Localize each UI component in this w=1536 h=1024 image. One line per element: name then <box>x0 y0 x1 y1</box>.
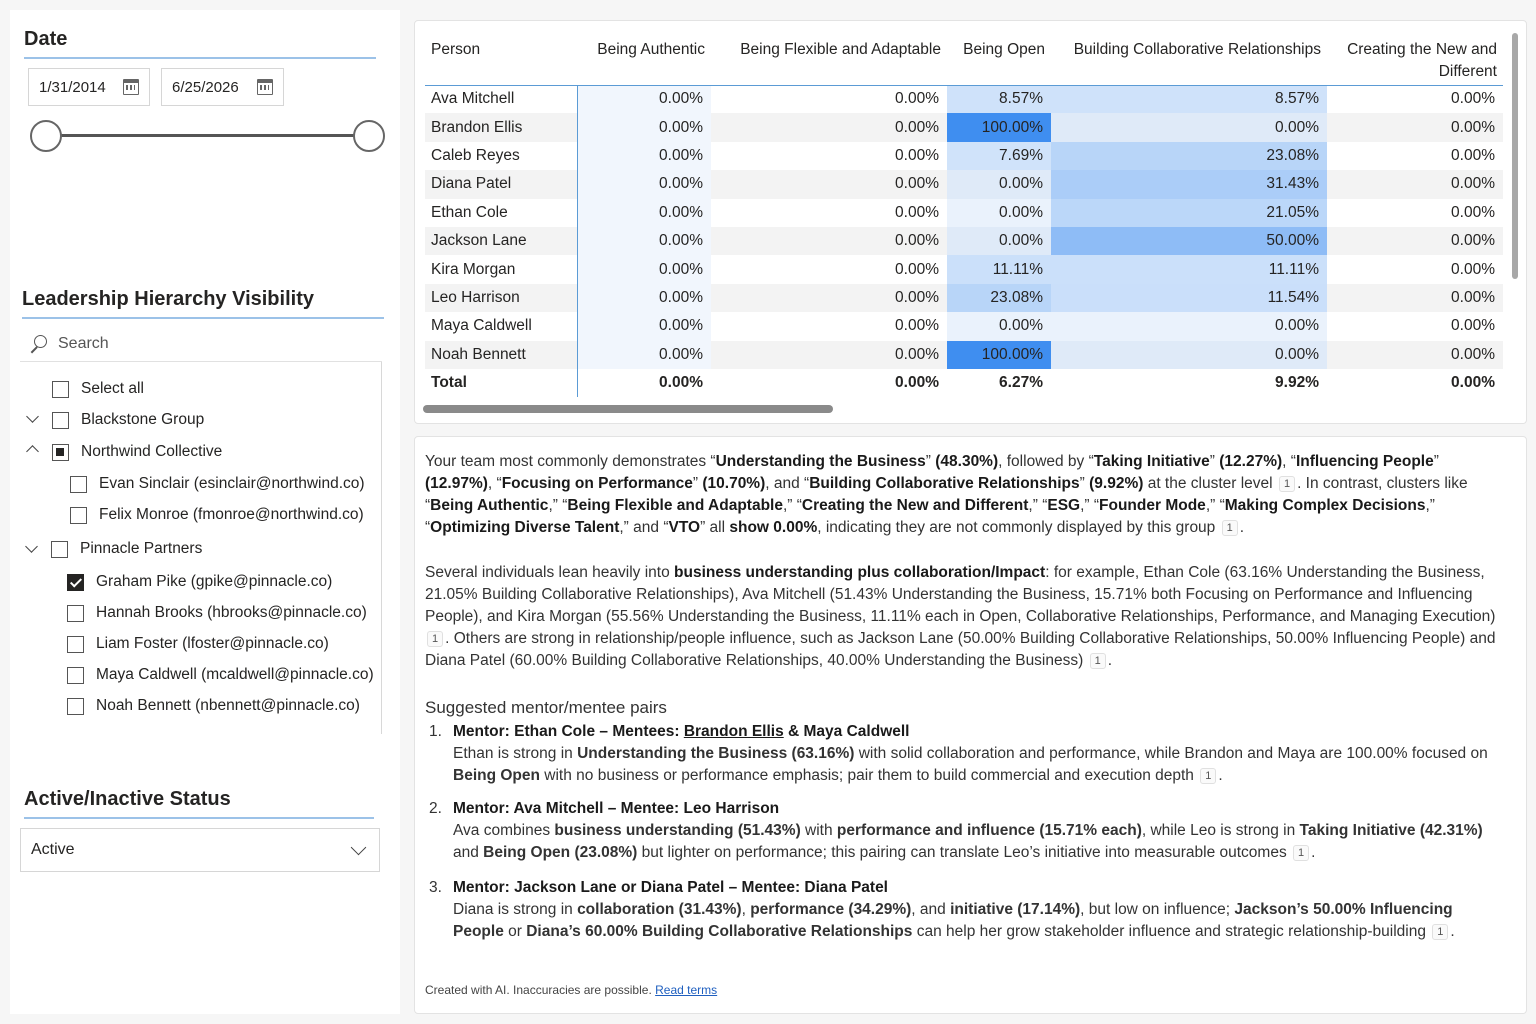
narrative-paragraph-2: Several individuals lean heavily into business understanding plus collaboration/Impact: for example, Ethan Cole (63.16% Understanding the Business, 21.05% Building Collaborative Relationships), Ava Mitchell (51.43% Understanding the Business, 15.71% both Focusing on Performance and Influencing People), and Kira Morgan (55.56% Understanding the Business, 11.11% each in Open, Collaborative Relationships, Performance, and Managing Execution) 1 . Others are strong in relationship/people influence, such as Jackson Lane (50.00% Building Collaborative Relationships, 50.00% Influencing People) and Diana Patel (60.00% Building Collaborative Relationships, 40.00% Understanding the Business) 1 . <box>425 564 1496 669</box>
row-person-name[interactable]: Ava Mitchell <box>425 85 577 113</box>
matrix-cell[interactable]: 0.00% <box>577 284 711 312</box>
checkbox[interactable] <box>67 636 84 653</box>
checkbox[interactable] <box>67 667 84 684</box>
read-terms-link[interactable]: Read terms <box>655 983 718 997</box>
calendar-icon[interactable] <box>257 79 273 95</box>
select-all-item[interactable] <box>52 380 144 398</box>
row-person-name[interactable]: Caleb Reyes <box>425 142 577 170</box>
tree-item-pinnacle-partners[interactable] <box>51 540 202 558</box>
matrix-cell[interactable]: 0.00% <box>577 142 711 170</box>
matrix-cell[interactable]: 0.00% <box>711 284 947 312</box>
status-slicer-title: Active/Inactive Status <box>24 788 374 819</box>
matrix-cell[interactable]: 0.00% <box>895 203 939 221</box>
narrative-paragraph-1: Your team most commonly demonstrates “Understanding the Business” (48.30%), followed by “Taking Initiative” (12.27%), “Influencing People” (12.97%), “Focusing on Performance” (10.70%), and “Building Collaborative Relationships” (9.92%) at the cluster level 1 . In contrast, clusters like “Being Authentic,” “Being Flexible and Adaptable,” “Creating the New and Different,” “ESG,” “Founder Mode,” “Making Complex Decisions,” “Optimizing Diverse Talent,” and “VTO” all show 0.00%, indicating they are not commonly displayed by this group 1 . <box>425 453 1468 536</box>
table-row <box>425 113 1503 141</box>
matrix-cell[interactable]: 0.00% <box>577 199 711 227</box>
matrix-cell[interactable]: 0.00% <box>895 260 939 278</box>
matrix-cell[interactable]: 0.00% <box>947 312 1051 340</box>
date-range-end-handle[interactable] <box>353 120 385 152</box>
total-cell: 0.00% <box>895 374 939 392</box>
total-row <box>425 369 1503 397</box>
matrix-cell[interactable]: 23.08% <box>1051 142 1327 170</box>
matrix-cell[interactable]: 11.54% <box>1051 284 1327 312</box>
checkbox[interactable] <box>67 698 84 715</box>
matrix-cell[interactable]: 0.00% <box>1451 260 1495 278</box>
matrix-cell[interactable]: 0.00% <box>1327 113 1503 141</box>
matrix-cell[interactable]: 0.00% <box>1327 170 1503 198</box>
row-person-name[interactable]: Kira Morgan <box>425 255 577 283</box>
table-row <box>425 170 1503 198</box>
status-dropdown[interactable] <box>20 828 380 872</box>
column-header-person[interactable]: Person <box>425 31 577 85</box>
search-placeholder: Search <box>58 334 109 352</box>
tree-item-felix-monroe[interactable] <box>70 506 364 524</box>
tree-item-noah-bennett[interactable] <box>67 697 360 715</box>
row-person-name[interactable]: Leo Harrison <box>425 284 577 312</box>
tree-item-blackstone-group[interactable] <box>52 411 204 429</box>
hierarchy-search-input[interactable] <box>20 326 382 362</box>
matrix-cell[interactable]: 0.00% <box>1451 146 1495 164</box>
table-row <box>425 284 1503 312</box>
matrix-cell[interactable]: 7.69% <box>947 142 1051 170</box>
matrix-cell[interactable]: 0.00% <box>1051 341 1327 369</box>
matrix-cell[interactable]: 0.00% <box>711 113 947 141</box>
mentor-pair-body: Ava combines business understanding (51.43%) with performance and influence (15.71% each), while Leo is strong in Taking Initiative (42.31%) and Being Open (23.08%) but lighter on performance; this pairing can translate Leo’s initiative into measurable outcomes 1 . <box>453 822 1483 861</box>
tree-item-maya-caldwell[interactable] <box>67 666 374 684</box>
list-number: 3. <box>429 879 442 896</box>
total-cell: 0.00% <box>1451 374 1495 392</box>
row-person-name[interactable]: Maya Caldwell <box>425 312 577 340</box>
table-row <box>425 227 1503 255</box>
tree-item-label: Noah Bennett (nbennett@pinnacle.co) <box>96 697 360 714</box>
column-header-creating-new[interactable]: Creating the New and Different <box>1327 31 1503 85</box>
matrix-cell[interactable]: 0.00% <box>895 90 939 108</box>
tree-item-northwind-collective[interactable] <box>52 443 222 461</box>
chevron-down-icon[interactable] <box>351 842 367 858</box>
date-range-start-handle[interactable] <box>30 120 62 152</box>
matrix-cell[interactable]: 11.11% <box>947 255 1051 283</box>
matrix-cell[interactable]: 8.57% <box>1051 85 1327 113</box>
matrix-cell[interactable]: 0.00% <box>947 199 1051 227</box>
matrix-cell[interactable]: 0.00% <box>577 312 711 340</box>
end-date-value: 6/25/2026 <box>172 78 239 96</box>
matrix-cell[interactable]: 0.00% <box>1051 312 1327 340</box>
matrix-cell[interactable]: 0.00% <box>1451 90 1495 108</box>
mentor-pair-title: Mentor: Ethan Cole – Mentees: Brandon Ellis & Maya Caldwell <box>453 723 910 740</box>
checkbox-partial[interactable] <box>52 444 69 461</box>
mentor-pair-title: Mentor: Jackson Lane or Diana Patel – Mentee: Diana Patel <box>453 879 888 896</box>
column-header-being-open[interactable]: Being Open <box>947 31 1051 85</box>
matrix-cell[interactable]: 11.11% <box>1051 255 1327 283</box>
row-person-name[interactable]: Ethan Cole <box>425 199 577 227</box>
tree-item-label: Maya Caldwell (mcaldwell@pinnacle.co) <box>96 666 374 683</box>
matrix-cell[interactable]: 0.00% <box>1051 113 1327 141</box>
matrix-body <box>425 85 1503 397</box>
matrix-cell[interactable]: 0.00% <box>577 255 711 283</box>
ai-disclaimer <box>425 979 717 1001</box>
matrix-cell[interactable]: 0.00% <box>711 227 947 255</box>
calendar-icon[interactable] <box>123 79 139 95</box>
column-header-being-authentic[interactable]: Being Authentic <box>577 31 711 85</box>
matrix-cell[interactable]: 0.00% <box>1451 317 1495 335</box>
mentor-pairs-heading: Suggested mentor/mentee pairs <box>425 698 667 717</box>
matrix-cell[interactable]: 0.00% <box>895 317 939 335</box>
checkbox[interactable] <box>67 605 84 622</box>
matrix-header-row <box>425 31 1503 85</box>
matrix-cell[interactable]: 0.00% <box>577 85 711 113</box>
tree-item-label: Graham Pike (gpike@pinnacle.co) <box>96 573 333 590</box>
mentor-pair-1 <box>429 721 1499 787</box>
tree-item-label: Evan Sinclair (esinclair@northwind.co) <box>99 475 365 492</box>
row-person-name[interactable]: Brandon Ellis <box>425 113 577 141</box>
hierarchy-slicer-title: Leadership Hierarchy Visibility <box>22 288 384 319</box>
status-selected-value: Active <box>31 841 75 858</box>
matrix-cell[interactable]: 100.00% <box>947 113 1051 141</box>
matrix-cell[interactable]: 0.00% <box>1327 341 1503 369</box>
expand-chevron-icon[interactable] <box>25 542 39 556</box>
matrix-cell[interactable]: 0.00% <box>1327 227 1503 255</box>
matrix-cell[interactable]: 0.00% <box>1327 284 1503 312</box>
checkbox[interactable] <box>52 412 69 429</box>
tree-item-label: Felix Monroe (fmonroe@northwind.co) <box>99 506 364 523</box>
checkbox-checked[interactable] <box>67 574 84 591</box>
table-row <box>425 85 1503 113</box>
tree-item-label: Hannah Brooks (hbrooks@pinnacle.co) <box>96 604 367 621</box>
end-date-input[interactable] <box>161 68 284 106</box>
matrix-cell[interactable]: 23.08% <box>947 284 1051 312</box>
matrix-cell[interactable]: 0.00% <box>1451 203 1495 221</box>
row-person-name[interactable]: Noah Bennett <box>425 341 577 369</box>
mentor-pair-3 <box>429 877 1499 943</box>
matrix-cell[interactable]: 0.00% <box>947 227 1051 255</box>
matrix-cell[interactable]: 0.00% <box>577 341 711 369</box>
checkbox[interactable] <box>70 476 87 493</box>
matrix-cell[interactable]: 0.00% <box>947 170 1051 198</box>
list-number: 2. <box>429 800 442 817</box>
tree-item-graham-pike[interactable] <box>67 573 332 591</box>
tree-item-label: Pinnacle Partners <box>80 540 203 557</box>
start-date-input[interactable] <box>28 68 150 106</box>
tree-item-hannah-brooks[interactable] <box>67 604 367 622</box>
total-label: Total <box>425 369 577 397</box>
matrix-cell[interactable]: 50.00% <box>1051 227 1327 255</box>
matrix-cell[interactable]: 31.43% <box>1051 170 1327 198</box>
competency-matrix <box>425 31 1503 397</box>
mentor-pair-title: Mentor: Ava Mitchell – Mentee: Leo Harrison <box>453 800 780 817</box>
collapse-chevron-icon[interactable] <box>26 442 40 456</box>
tree-item-label: Northwind Collective <box>81 443 223 460</box>
matrix-cell[interactable]: 0.00% <box>895 146 939 164</box>
matrix-cell[interactable]: 0.00% <box>577 227 711 255</box>
mentor-pair-2 <box>429 798 1499 864</box>
checkbox[interactable] <box>51 541 68 558</box>
select-all-label: Select all <box>81 380 144 397</box>
date-slicer-title: Date <box>24 28 376 59</box>
filter-pane <box>10 10 400 1014</box>
smart-narrative-visual <box>414 436 1527 1014</box>
total-cell: 6.27% <box>999 374 1043 392</box>
expand-chevron-icon[interactable] <box>26 412 40 426</box>
mentor-pair-body: Diana is strong in collaboration (31.43%), performance (34.29%), and initiative (17.14%), but low on influence; Jackson’s 50.00% Influencing People or Diana’s 60.00% Building Collaborative Relationships can help her grow stakeholder influence and strategic relationship-building 1 . <box>453 901 1455 940</box>
matrix-cell[interactable]: 0.00% <box>711 341 947 369</box>
row-person-name[interactable]: Jackson Lane <box>425 227 577 255</box>
column-header-building-collaborative[interactable]: Building Collaborative Relationships <box>1051 31 1327 85</box>
row-person-name[interactable]: Diana Patel <box>425 170 577 198</box>
total-cell: 0.00% <box>659 374 703 392</box>
table-row <box>425 199 1503 227</box>
start-date-value: 1/31/2014 <box>39 78 106 96</box>
tree-item-label: Liam Foster (lfoster@pinnacle.co) <box>96 635 329 652</box>
competency-matrix-visual <box>414 20 1527 424</box>
date-range-slider-track[interactable] <box>46 134 370 137</box>
mentor-pair-body: Ethan is strong in Understanding the Business (63.16%) with solid collaboration and performance, while Brandon and Maya are 100.00% focused on Being Open with no business or performance emphasis; pair them to build commercial and execution depth 1 . <box>453 745 1488 784</box>
tree-item-label: Blackstone Group <box>81 411 205 428</box>
total-cell: 9.92% <box>1275 374 1319 392</box>
horizontal-scrollbar[interactable] <box>423 405 833 413</box>
tree-item-liam-foster[interactable] <box>67 635 329 653</box>
table-row <box>425 312 1503 340</box>
table-row <box>425 255 1503 283</box>
matrix-cell[interactable]: 8.57% <box>947 85 1051 113</box>
column-header-being-flexible[interactable]: Being Flexible and Adaptable <box>711 31 947 85</box>
ai-disclaimer-text: Created with AI. Inaccuracies are possible. <box>425 983 652 997</box>
hierarchy-tree <box>20 362 382 734</box>
matrix-cell[interactable]: 0.00% <box>711 170 947 198</box>
search-icon <box>28 334 48 354</box>
list-number: 1. <box>429 723 442 740</box>
select-all-checkbox[interactable] <box>52 381 69 398</box>
matrix-cell[interactable]: 0.00% <box>577 170 711 198</box>
vertical-scrollbar[interactable] <box>1512 33 1518 279</box>
tree-item-evan-sinclair[interactable] <box>70 475 365 493</box>
matrix-cell[interactable]: 0.00% <box>577 113 711 141</box>
matrix-cell[interactable]: 100.00% <box>947 341 1051 369</box>
table-row <box>425 142 1503 170</box>
matrix-cell[interactable]: 21.05% <box>1051 199 1327 227</box>
checkbox[interactable] <box>70 507 87 524</box>
table-row <box>425 341 1503 369</box>
